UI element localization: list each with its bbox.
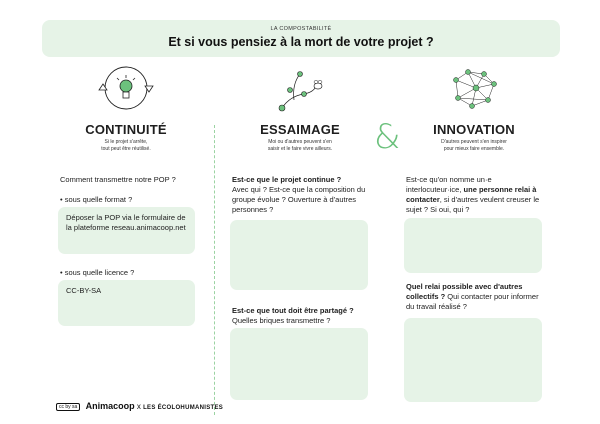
innovation-question-1: Est-ce qu'on nomme un·e interlocuteur·ice, une personne relai à contacter, si d'autres veulent creuser le sujet ? Si oui, qui ? — [406, 175, 540, 214]
column-title: INNOVATION — [433, 122, 515, 137]
essaimage-answer-2-field[interactable] — [230, 328, 368, 400]
innovation-question-2: Quel relai possible avec d'autres collectifs ? Qui contacter pour informer du travail réalisé ? — [406, 282, 539, 311]
footer-credits — [56, 401, 223, 411]
page-title: Et si vous pensiez à la mort de votre projet ? — [168, 35, 434, 49]
ecolohumanistes-logo: LES ÉCOLOHUMANISTES — [143, 405, 224, 411]
seeds-bee-icon — [230, 62, 370, 114]
column-subtitle: D'autres peuvent s'en inspirer pour mieux faire ensemble. — [441, 139, 507, 152]
innovation-answer-1-field[interactable] — [404, 218, 542, 273]
column-divider — [214, 125, 215, 415]
column-subtitle: Si le projet s'arrête, tout peut être réutilisé. — [101, 139, 151, 152]
continuite-intro: Comment transmettre notre POP ? — [60, 175, 176, 184]
innovation-answer-2-field[interactable] — [404, 318, 542, 402]
essaimage-question-1: Est-ce que le projet continue ? Avec qui ? Est-ce que la composition du groupe évolue ? Ouverture à d'autres personnes ? — [232, 175, 366, 214]
column-title: CONTINUITÉ — [85, 122, 167, 137]
column-subtitle: Moi ou d'autres peuvent s'en saisir et le faire vivre ailleurs. — [267, 139, 333, 152]
footer-separator: x — [136, 402, 141, 411]
question-format: • sous quelle format ? — [60, 195, 133, 204]
ampersand: & — [374, 117, 401, 157]
network-icon — [404, 62, 544, 114]
question-licence: • sous quelle licence ? — [60, 268, 135, 277]
cycle-lightbulb-icon — [56, 62, 196, 114]
header-kicker: LA COMPOSTABILITÉ — [270, 26, 332, 32]
header-banner — [42, 20, 560, 57]
animacoop-logo: Animacoop — [85, 401, 135, 411]
essaimage-question-2: Est-ce que tout doit être partagé ? Quelles briques transmettre ? — [232, 306, 354, 325]
essaimage-answer-1-field[interactable] — [230, 220, 368, 290]
cc-license-badge: cc by sa — [56, 403, 80, 411]
answer-format-field[interactable]: Déposer la POP via le formulaire de la plateforme reseau.animacoop.net — [58, 207, 195, 254]
column-title: ESSAIMAGE — [260, 122, 340, 137]
answer-licence-field[interactable]: CC-BY-SA — [58, 280, 195, 326]
